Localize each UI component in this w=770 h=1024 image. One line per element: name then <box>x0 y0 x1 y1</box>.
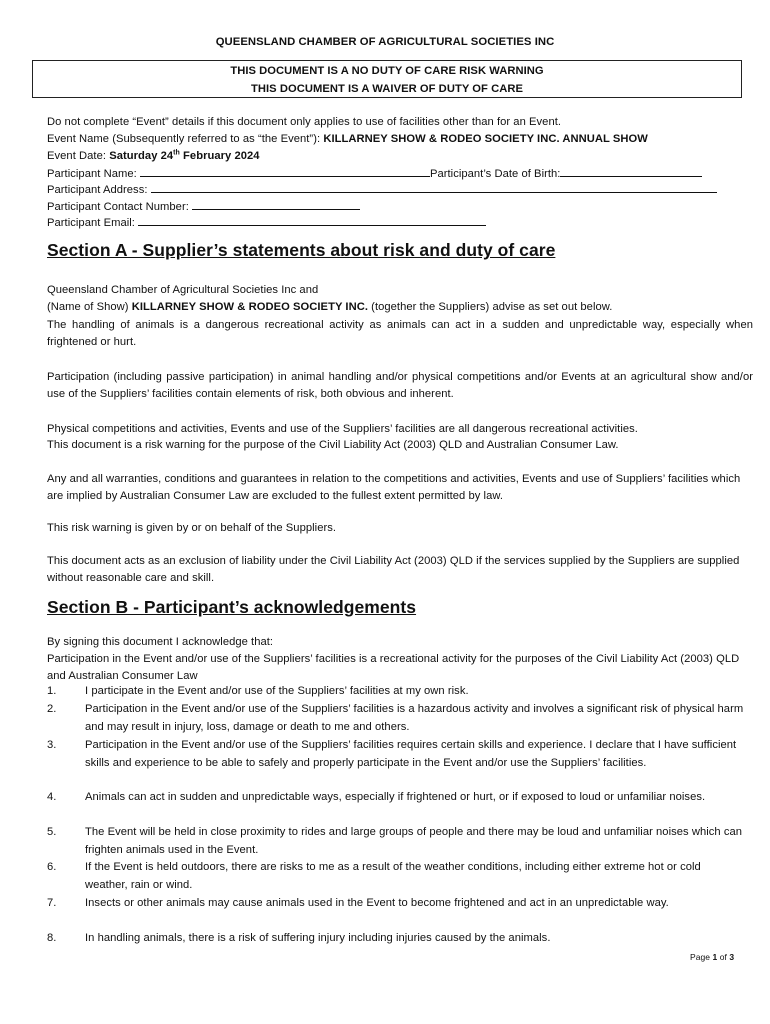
event-date-value: Saturday 24th February 2024 <box>109 149 260 162</box>
warning-line-2: THIS DOCUMENT IS A WAIVER OF DUTY OF CARE <box>250 83 523 95</box>
section-a-para-1: The handling of animals is a dangerous recreational activity as animals can act in a sudden and unpredictable way, especially when frightened or hurt. <box>47 319 753 348</box>
participant-name-row <box>47 165 702 182</box>
list-item-number: 7. <box>47 897 57 909</box>
participant-contact-field[interactable] <box>192 198 360 210</box>
section-a-para-3-line-1: Physical competitions and activities, Events and use of the Suppliers’ facilities are all dangerous recreational activities. <box>47 423 638 435</box>
participant-contact-row <box>47 198 360 215</box>
section-a-para-6: This document acts as an exclusion of liability under the Civil Liability Act (2003) QLD if the services supplied by the Suppliers are supplied without reasonable care and skill. <box>47 555 740 584</box>
organisation-title: QUEENSLAND CHAMBER OF AGRICULTURAL SOCIETIES INC <box>215 36 555 48</box>
participant-email-row <box>47 214 486 231</box>
list-item-number: 8. <box>47 932 57 944</box>
section-a-para-3-line-2: This document is a risk warning for the purpose of the Civil Liability Act (2003) QLD and Australian Consumer Law. <box>47 439 619 451</box>
participant-dob-label: Participant’s Date of Birth: <box>429 168 561 180</box>
page-number: Page 1 of 3 <box>690 952 735 962</box>
event-date-label: Event Date: <box>47 150 107 162</box>
list-item-number: 4. <box>47 791 57 803</box>
participant-address-label: Participant Address: <box>47 184 148 196</box>
section-a-para-2: Participation (including passive participation) in animal handling and/or physical competitions and/or Events at an agricultural show and/or use of the Suppliers’ facilities contain elements of risk, both obvious and inherent. <box>47 371 753 400</box>
list-item-number: 2. <box>47 703 57 715</box>
list-item-number: 5. <box>47 826 57 838</box>
participant-email-label: Participant Email: <box>47 217 135 229</box>
list-item-number: 3. <box>47 739 57 751</box>
section-a-para-5: This risk warning is given by or on behalf of the Suppliers. <box>47 522 337 534</box>
section-b-intro-2: Participation in the Event and/or use of the Suppliers’ facilities is a recreational activity for the purposes of the Civil Liability Act (2003) QLD and Australian Consumer Law <box>47 653 740 682</box>
section-b-heading: Section B - Participant’s acknowledgements <box>47 597 417 617</box>
participant-email-field[interactable] <box>138 214 486 226</box>
warning-line-1: THIS DOCUMENT IS A NO DUTY OF CARE RISK WARNING <box>230 65 544 77</box>
list-item: Participation in the Event and/or use of the Suppliers’ facilities requires certain skills and experience. I declare that I have sufficient skills and experience to be able to safely and properly participate in the Event and/or use the Suppliers’ facilities. <box>85 739 737 769</box>
list-item: Insects or other animals may cause animals used in the Event to become frightened and act in an unpredictable way. <box>85 897 669 909</box>
list-item-number: 6. <box>47 861 57 873</box>
participant-address-row <box>47 181 717 198</box>
list-item: Animals can act in sudden and unpredictable ways, especially if frightened or hurt, or if exposed to loud or unfamiliar noises. <box>85 791 706 803</box>
section-a-para-4: Any and all warranties, conditions and guarantees in relation to the competitions and activities, Events and use of Suppliers’ facilities which are implied by Australian Consumer Law are excluded to the fullest extent permitted by law. <box>47 473 741 502</box>
section-b-intro-1: By signing this document I acknowledge that: <box>47 636 274 648</box>
list-item: Participation in the Event and/or use of the Suppliers’ facilities is a hazardous activity and involves a significant risk of physical harm and may result in injury, loss, damage or death to me and others. <box>85 703 744 733</box>
list-item: If the Event is held outdoors, there are risks to me as a result of the weather conditions, including either extreme hot or cold weather, rain or wind. <box>85 861 701 891</box>
list-item-number: 1. <box>47 685 57 697</box>
event-details-note: Do not complete “Event” details if this document only applies to use of facilities other than for an Event. <box>47 116 562 128</box>
section-a-heading: Section A - Supplier’s statements about risk and duty of care <box>47 240 556 260</box>
event-date-row <box>47 149 260 164</box>
participant-name-field[interactable] <box>140 165 430 177</box>
risk-warning-box <box>32 60 742 98</box>
list-item: I participate in the Event and/or use of the Suppliers’ facilities at my own risk. <box>85 685 469 697</box>
participant-name-label: Participant Name: <box>47 168 137 180</box>
participant-address-field[interactable] <box>151 181 717 193</box>
section-a-line-1: Queensland Chamber of Agricultural Societies Inc and <box>47 284 319 296</box>
event-name-label: Event Name (Subsequently referred to as “the Event”): <box>47 133 321 145</box>
list-item: In handling animals, there is a risk of suffering injury including injuries caused by the animals. <box>85 932 551 944</box>
list-item: The Event will be held in close proximity to rides and large groups of people and there may be loud and unfamiliar noises which can frighten animals used in the Event. <box>85 826 743 856</box>
show-name: KILLARNEY SHOW & RODEO SOCIETY INC. <box>131 301 368 313</box>
participant-dob-field[interactable] <box>560 165 702 177</box>
participant-contact-label: Participant Contact Number: <box>47 201 189 213</box>
event-name-value: KILLARNEY SHOW & RODEO SOCIETY INC. ANNUAL SHOW <box>323 133 648 145</box>
event-name-row <box>47 132 648 147</box>
section-a-line-2: (Name of Show) KILLARNEY SHOW & RODEO SOCIETY INC. (together the Suppliers) advise as set out below. <box>47 301 613 313</box>
